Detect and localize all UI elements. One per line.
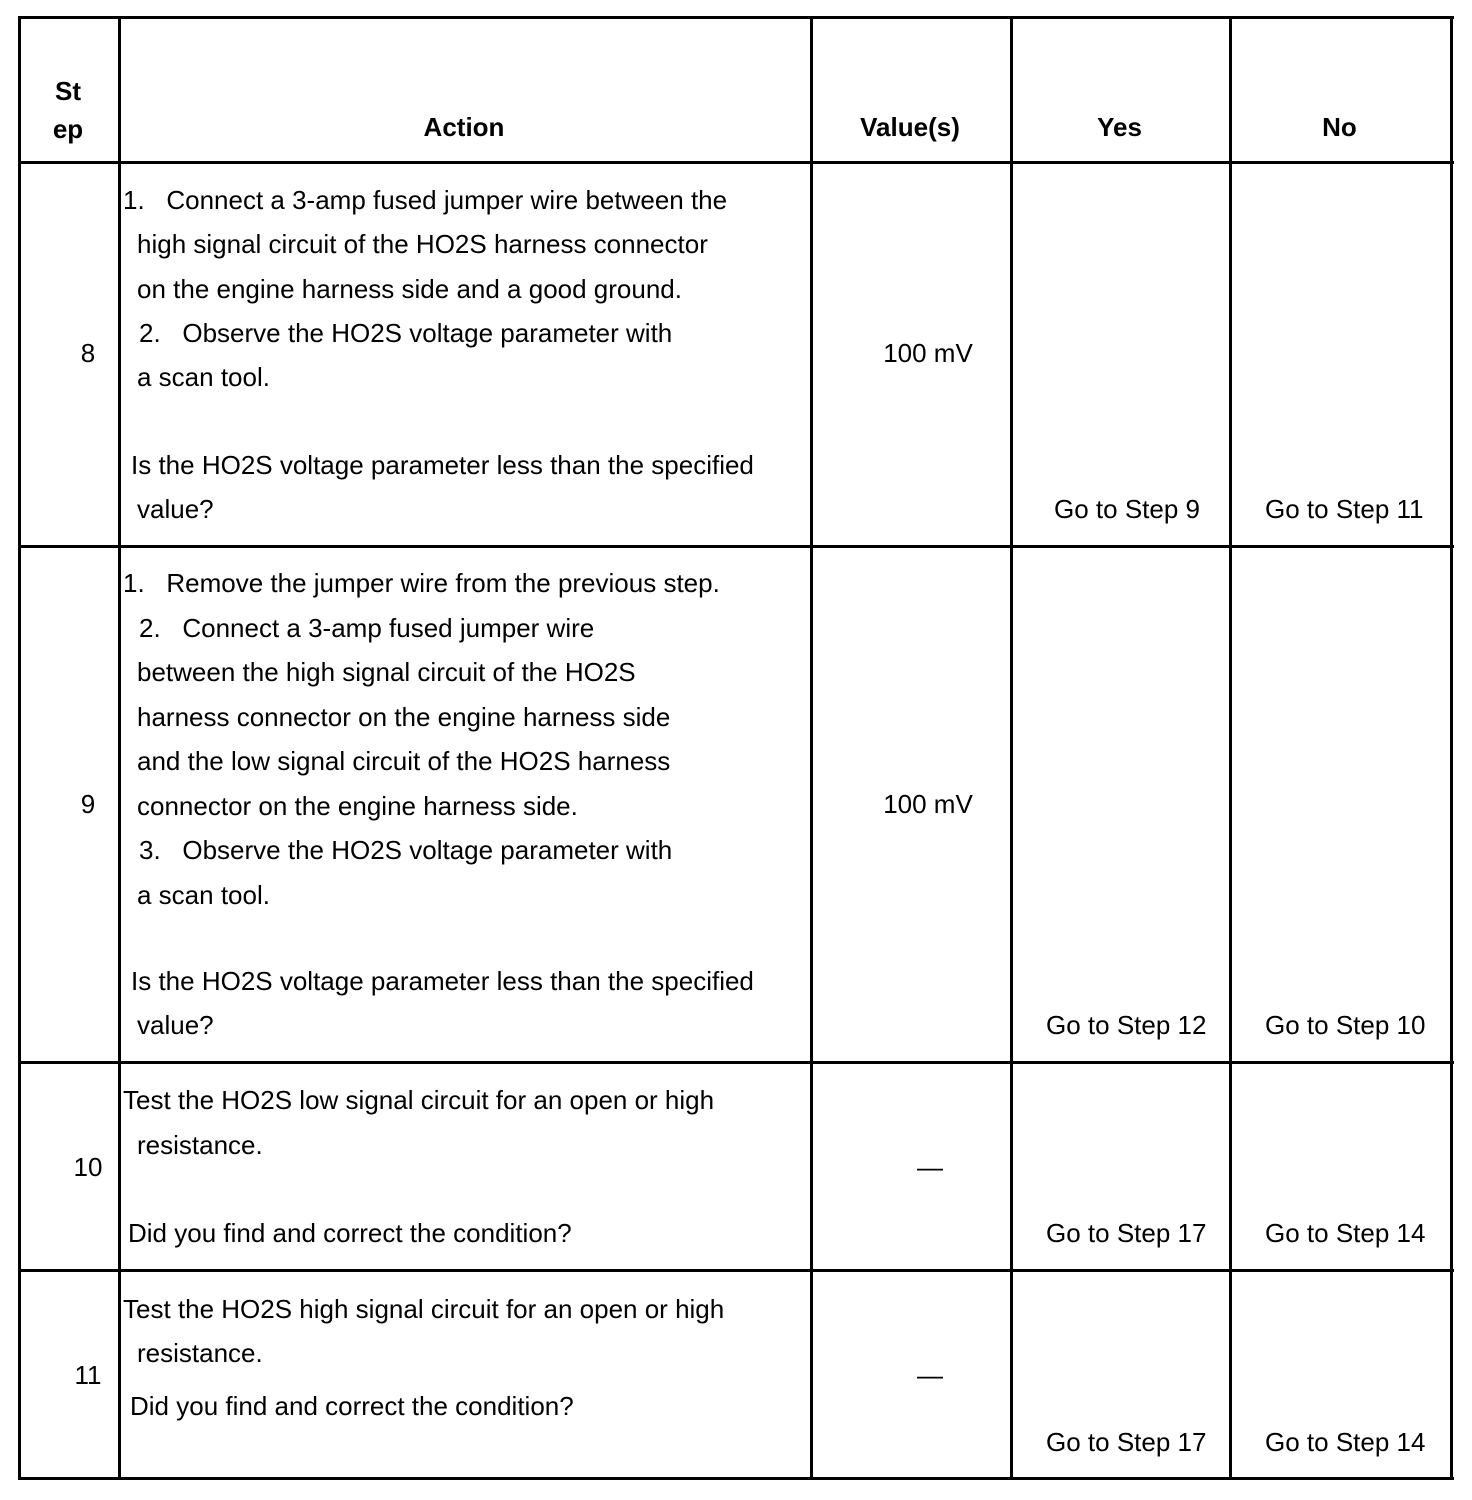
header-step [18,72,118,148]
step-number: 11 [74,1360,102,1390]
action-line: between the high signal circuit of the HO2S [137,657,636,687]
step-number: 9 [80,789,96,819]
col-divider-step [118,16,121,1480]
header-no: No [1322,112,1357,142]
header-step-line1: St [55,76,81,106]
yes-goto: Go to Step 9 [1054,494,1200,524]
value-cell: 100 mV [883,789,973,819]
header-values: Value(s) [860,112,960,142]
action-question: value? [137,1010,214,1040]
header-yes: Yes [1097,112,1142,142]
action-question: Is the HO2S voltage parameter less than the specified [131,966,754,996]
action-line: resistance. [137,1130,263,1160]
yes-goto: Go to Step 17 [1046,1427,1207,1457]
yes-goto: Go to Step 12 [1046,1010,1207,1040]
action-line: 2. Observe the HO2S voltage parameter with [139,318,673,348]
action-question: value? [137,494,214,524]
step-number: 8 [80,338,96,368]
action-line: and the low signal circuit of the HO2S harness [137,746,671,776]
value-cell: — [917,1360,943,1390]
action-line: Test the HO2S high signal circuit for an open or high [123,1294,725,1324]
col-divider-yes [1229,16,1232,1480]
table-border-left [18,16,21,1480]
action-question: Did you find and correct the condition? [130,1391,574,1421]
action-line: 2. Connect a 3-amp fused jumper wire [139,613,595,643]
action-line: on the engine harness side and a good ground. [137,274,682,304]
action-line: connector on the engine harness side. [137,791,578,821]
step-number: 10 [73,1152,103,1182]
header-divider [18,161,1454,164]
table-border-top [18,16,1454,19]
header-step-line2: ep [52,114,84,144]
diagnostic-table [18,16,1454,1480]
no-goto: Go to Step 14 [1265,1427,1426,1457]
col-divider-values [1010,16,1013,1480]
action-line: resistance. [137,1338,263,1368]
yes-goto: Go to Step 17 [1046,1218,1207,1248]
action-line: 1. Remove the jumper wire from the previous step. [123,568,720,598]
no-goto: Go to Step 10 [1265,1010,1426,1040]
table-border-bottom [18,1477,1454,1480]
action-line: 3. Observe the HO2S voltage parameter with [139,835,673,865]
action-question: Is the HO2S voltage parameter less than the specified [131,450,754,480]
col-divider-action [810,16,813,1480]
value-cell: — [917,1152,943,1182]
action-line: a scan tool. [137,362,270,392]
action-line: harness connector on the engine harness side [137,702,671,732]
action-line: high signal circuit of the HO2S harness connector [137,229,708,259]
action-line: a scan tool. [137,880,270,910]
row-divider-10 [18,1269,1454,1272]
header-action: Action [423,112,505,142]
row-divider-9 [18,1061,1454,1064]
no-goto: Go to Step 11 [1265,494,1424,524]
table-border-right [1450,16,1453,1480]
value-cell: 100 mV [883,338,973,368]
no-goto: Go to Step 14 [1265,1218,1426,1248]
action-line: Test the HO2S low signal circuit for an open or high [123,1085,715,1115]
row-divider-8 [18,545,1454,548]
action-question: Did you find and correct the condition? [128,1218,572,1248]
action-line: 1. Connect a 3-amp fused jumper wire between the [123,185,728,215]
